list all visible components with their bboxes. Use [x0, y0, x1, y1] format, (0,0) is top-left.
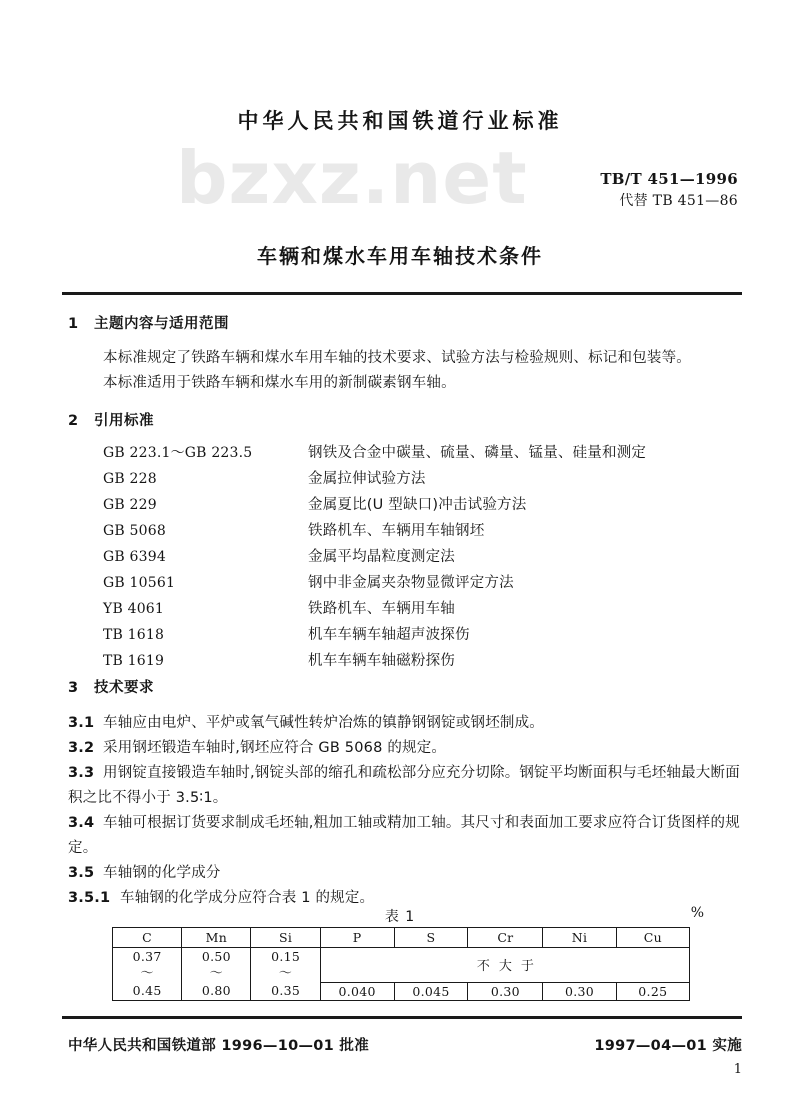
- cell-mn-min: 0.50: [182, 948, 251, 966]
- table-row: [113, 982, 690, 1000]
- reference-code: GB 229: [103, 497, 157, 513]
- reference-code: GB 6394: [103, 549, 166, 565]
- clause-3-5-number: 3.5: [68, 865, 95, 881]
- reference-code: GB 228: [103, 471, 157, 487]
- cell-si-tilde: ～: [251, 965, 320, 982]
- list-item: [103, 596, 742, 622]
- table-header-cell-cr: Cr: [468, 928, 543, 948]
- footer-effective-date: 1997—04—01 实施: [594, 1038, 742, 1054]
- subject-title: 车辆和煤水车用车轴技术条件: [257, 244, 543, 268]
- cell-cr-limit: 0.30: [468, 982, 543, 1000]
- cell-s-limit: 0.045: [394, 982, 468, 1000]
- cell-mn-tilde: ～: [182, 965, 251, 982]
- reference-description: 金属拉伸试验方法: [308, 471, 426, 487]
- table-header-cell-p: P: [320, 928, 394, 948]
- page-title: 中华人民共和国铁道行业标准: [237, 109, 563, 133]
- section-2-heading: [68, 409, 154, 430]
- list-item: [103, 518, 742, 544]
- clause-3-4: [68, 811, 742, 861]
- clause-3-4-number: 3.4: [68, 815, 95, 831]
- reference-code: TB 1618: [103, 627, 165, 643]
- header-divider: [62, 292, 742, 295]
- cell-cu-limit: 0.25: [616, 982, 689, 1000]
- table-header-cell-c: C: [113, 928, 182, 948]
- cell-c-min: 0.37: [113, 948, 182, 966]
- section-3-title: 技术要求: [94, 680, 154, 696]
- clause-3-2-text: 采用钢坯锻造车轴时,钢坯应符合 GB 5068 的规定。: [103, 740, 447, 756]
- cell-si-min: 0.15: [251, 948, 320, 966]
- page-number: 1: [733, 1062, 742, 1077]
- section-2-number: 2: [68, 413, 79, 429]
- cell-p-limit: 0.040: [320, 982, 394, 1000]
- clause-3-1: [68, 711, 742, 736]
- cell-limit-label: 不大于: [320, 948, 689, 983]
- reference-code: YB 4061: [103, 601, 165, 617]
- cell-mn-max: 0.80: [182, 982, 251, 1000]
- table-1-unit: %: [690, 905, 704, 921]
- standard-number: TB/T 451—1996: [600, 170, 738, 188]
- reference-description: 机车车辆车轴超声波探伤: [308, 627, 470, 643]
- cell-c-tilde: ～: [113, 965, 182, 982]
- footer-divider: [62, 1016, 742, 1019]
- standard-replaces: 代替 TB 451—86: [619, 193, 738, 210]
- reference-description: 金属夏比(U 型缺口)冲击试验方法: [308, 497, 527, 513]
- section-1-paragraph-1: 本标准规定了铁路车辆和煤水车用车轴的技术要求、试验方法与检验规则、标记和包装等。: [103, 350, 691, 366]
- standard-number-block: [600, 168, 738, 213]
- table-header-cell-mn: Mn: [182, 928, 251, 948]
- footer-approval: 中华人民共和国铁道部 1996—10—01 批准: [68, 1038, 370, 1054]
- cell-ni-limit: 0.30: [543, 982, 616, 1000]
- table-header-cell-cu: Cu: [616, 928, 689, 948]
- reference-standards-list: [103, 440, 742, 674]
- cell-c-max: 0.45: [113, 982, 182, 1000]
- list-item: [103, 466, 742, 492]
- clause-3-3-number: 3.3: [68, 765, 95, 781]
- list-item: [103, 622, 742, 648]
- table-header-row: [113, 928, 690, 948]
- reference-description: 钢铁及合金中碳量、硫量、磷量、锰量、硅量和测定: [308, 445, 647, 461]
- table-row: [113, 948, 690, 966]
- clause-3-5: [68, 861, 742, 886]
- table-1-wrapper: [112, 927, 690, 1001]
- cell-si-max: 0.35: [251, 982, 320, 1000]
- list-item: [103, 648, 742, 674]
- clause-3-1-number: 3.1: [68, 715, 95, 731]
- reference-code: GB 5068: [103, 523, 166, 539]
- reference-code: GB 10561: [103, 575, 176, 591]
- reference-description: 铁路机车、车辆用车轴钢坯: [308, 523, 485, 539]
- clause-3-1-text: 车轴应由电炉、平炉或氧气碱性转炉冶炼的镇静钢钢锭或钢坯制成。: [103, 715, 544, 731]
- section-1-heading: [68, 312, 229, 333]
- reference-description: 钢中非金属夹杂物显微评定方法: [308, 575, 514, 591]
- list-item: [103, 544, 742, 570]
- section-2-title: 引用标准: [94, 413, 154, 429]
- reference-description: 机车车辆车轴磁粉探伤: [308, 653, 455, 669]
- chemical-composition-table: [112, 927, 690, 1001]
- list-item: [103, 440, 742, 466]
- table-header-cell-ni: Ni: [543, 928, 616, 948]
- watermark-bzxz: bzxz.net: [176, 136, 528, 220]
- clause-3-5-1-number: 3.5.1: [68, 890, 111, 906]
- section-3-heading: [68, 676, 154, 697]
- section-3-number: 3: [68, 680, 79, 696]
- clause-3-5-1-text: 车轴钢的化学成分应符合表 1 的规定。: [120, 890, 375, 906]
- reference-description: 金属平均晶粒度测定法: [308, 549, 455, 565]
- clause-3-5-text: 车轴钢的化学成分: [103, 865, 221, 881]
- list-item: [103, 570, 742, 596]
- reference-code: TB 1619: [103, 653, 165, 669]
- table-1-caption: 表 1: [384, 909, 416, 925]
- clause-3-3: [68, 761, 742, 811]
- list-item: [103, 492, 742, 518]
- clause-3-4-text: 车轴可根据订货要求制成毛坯轴,粗加工轴或精加工轴。其尺寸和表面加工要求应符合订货图样的规定。: [68, 815, 740, 856]
- section-1-title: 主题内容与适用范围: [94, 316, 229, 332]
- table-header-cell-si: Si: [251, 928, 320, 948]
- reference-code: GB 223.1～GB 223.5: [103, 445, 253, 461]
- clause-3-2-number: 3.2: [68, 740, 95, 756]
- reference-description: 铁路机车、车辆用车轴: [308, 601, 455, 617]
- table-header-cell-s: S: [394, 928, 468, 948]
- clause-3-2: [68, 736, 742, 761]
- section-1-number: 1: [68, 316, 79, 332]
- clause-3-3-text: 用钢锭直接锻造车轴时,钢锭头部的缩孔和疏松部分应充分切除。钢锭平均断面积与毛坯轴最大断面积之比不得小于 3.5∶1。: [68, 765, 740, 806]
- section-1-paragraph-2: 本标准适用于铁路车辆和煤水车用的新制碳素钢车轴。: [103, 375, 456, 391]
